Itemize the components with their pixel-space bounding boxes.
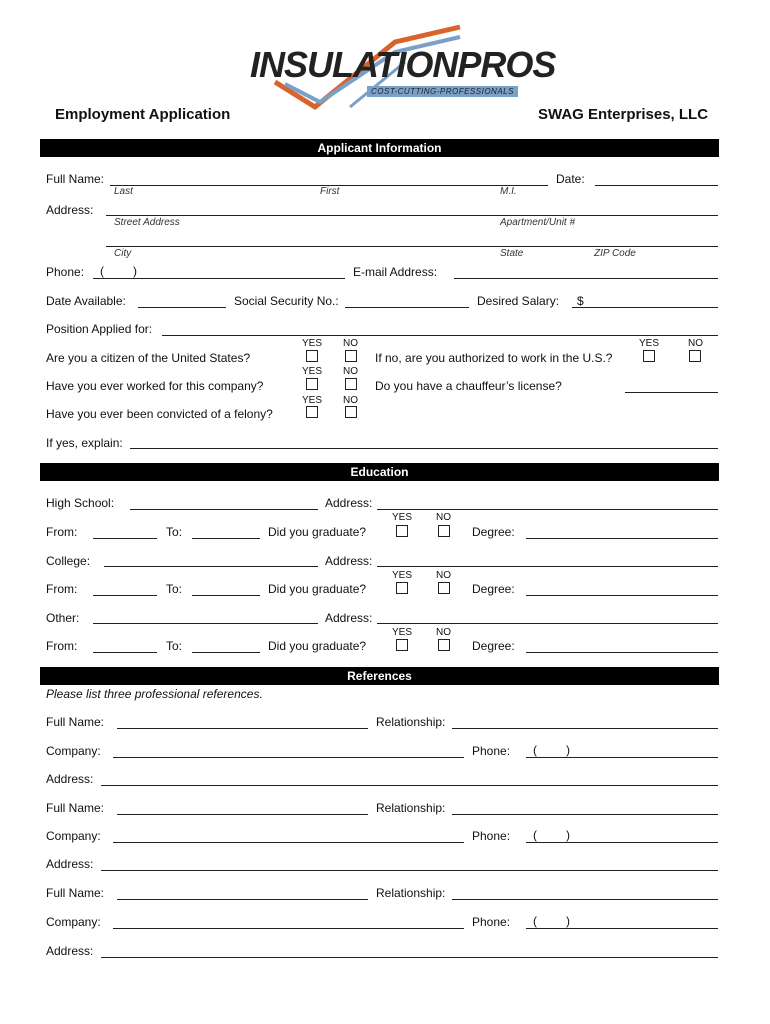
- college-graduate-no-checkbox[interactable]: [438, 582, 450, 594]
- citizen-question: Are you a citizen of the United States?: [46, 351, 251, 365]
- position-label: Position Applied for:: [46, 322, 153, 336]
- references-section-header: References: [40, 667, 719, 685]
- hs-from-field[interactable]: [93, 538, 157, 539]
- other-address-label: Address:: [325, 611, 373, 625]
- salary-label: Desired Salary:: [477, 294, 560, 308]
- worked-yes-checkbox[interactable]: [306, 378, 318, 390]
- other-graduate-no-checkbox[interactable]: [438, 639, 450, 651]
- college-address-label: Address:: [325, 554, 373, 568]
- phone-label: Phone:: [46, 265, 85, 279]
- ref1-address-field[interactable]: [101, 785, 718, 786]
- hs-address-label: Address:: [325, 496, 373, 510]
- college-to-label: To:: [166, 582, 183, 596]
- last-caption: Last: [114, 186, 133, 197]
- ref1-full-name-label: Full Name:: [46, 715, 105, 729]
- explain-label: If yes, explain:: [46, 436, 123, 450]
- ref3-phone-close-paren: ): [566, 914, 570, 928]
- ref2-full-name-label: Full Name:: [46, 801, 105, 815]
- ref3-full-name-label: Full Name:: [46, 886, 105, 900]
- hs-degree-field[interactable]: [526, 538, 718, 539]
- hs-graduate-no-checkbox[interactable]: [438, 525, 450, 537]
- authorized-question: If no, are you authorized to work in the U.S.?: [375, 351, 613, 365]
- ref2-phone-label: Phone:: [472, 829, 511, 843]
- yes-caption: YES: [302, 395, 323, 406]
- form-title: Employment Application: [55, 106, 231, 123]
- full-name-label: Full Name:: [46, 172, 105, 186]
- phone-field[interactable]: [93, 278, 345, 279]
- phone-open-paren: (: [100, 264, 104, 278]
- ref1-relationship-field[interactable]: [452, 728, 718, 729]
- ref2-company-label: Company:: [46, 829, 101, 843]
- company-name: SWAG Enterprises, LLC: [538, 106, 709, 123]
- date-available-label: Date Available:: [46, 294, 126, 308]
- explain-field[interactable]: [130, 448, 718, 449]
- no-caption: NO: [343, 395, 358, 406]
- ref3-company-label: Company:: [46, 915, 101, 929]
- references-instruction: Please list three professional references.: [46, 687, 263, 701]
- no-caption: NO: [436, 627, 451, 638]
- logo-tagline: COST-CUTTING-PROFESSIONALS: [367, 86, 518, 97]
- worked-question: Have you ever worked for this company?: [46, 379, 264, 393]
- hs-from-label: From:: [46, 525, 78, 539]
- college-from-label: From:: [46, 582, 78, 596]
- other-from-field[interactable]: [93, 652, 157, 653]
- salary-dollar: $: [577, 294, 584, 308]
- ref1-company-label: Company:: [46, 744, 101, 758]
- ref3-phone-open-paren: (: [533, 914, 537, 928]
- email-label: E-mail Address:: [353, 265, 438, 279]
- yes-caption: YES: [392, 512, 413, 523]
- other-to-field[interactable]: [192, 652, 260, 653]
- chauffeur-field[interactable]: [625, 392, 718, 393]
- street-address-field[interactable]: [106, 215, 718, 216]
- hs-graduate-yes-checkbox[interactable]: [396, 525, 408, 537]
- other-address-field[interactable]: [377, 623, 718, 624]
- other-degree-label: Degree:: [472, 639, 515, 653]
- high-school-label: High School:: [46, 496, 115, 510]
- felony-question: Have you ever been convicted of a felony?: [46, 407, 273, 421]
- no-caption: NO: [343, 366, 358, 377]
- no-caption: NO: [436, 512, 451, 523]
- ref3-relationship-label: Relationship:: [376, 886, 446, 900]
- college-graduate-yes-checkbox[interactable]: [396, 582, 408, 594]
- ref2-address-label: Address:: [46, 857, 94, 871]
- high-school-field[interactable]: [130, 509, 318, 510]
- college-to-field[interactable]: [192, 595, 260, 596]
- ref3-phone-field[interactable]: [526, 928, 718, 929]
- other-from-label: From:: [46, 639, 78, 653]
- college-degree-field[interactable]: [526, 595, 718, 596]
- ref1-full-name-field[interactable]: [117, 728, 368, 729]
- salary-field[interactable]: [572, 307, 718, 308]
- other-to-label: To:: [166, 639, 183, 653]
- college-from-field[interactable]: [93, 595, 157, 596]
- yes-caption: YES: [639, 338, 660, 349]
- felony-no-checkbox[interactable]: [345, 406, 357, 418]
- ref2-phone-close-paren: ): [566, 828, 570, 842]
- date-available-field[interactable]: [138, 307, 226, 308]
- city-caption: City: [114, 248, 132, 259]
- logo-text: INSULATIONPROS: [250, 44, 556, 85]
- education-section-header: Education: [40, 463, 719, 481]
- email-field[interactable]: [454, 278, 718, 279]
- ref1-relationship-label: Relationship:: [376, 715, 446, 729]
- yes-caption: YES: [302, 338, 323, 349]
- ref1-phone-close-paren: ): [566, 743, 570, 757]
- citizen-yes-checkbox[interactable]: [306, 350, 318, 362]
- authorized-yes-checkbox[interactable]: [643, 350, 655, 362]
- college-label: College:: [46, 554, 91, 568]
- hs-graduate-label: Did you graduate?: [268, 525, 367, 539]
- address-label: Address:: [46, 203, 94, 217]
- zip-caption: ZIP Code: [594, 248, 636, 259]
- ref3-company-field[interactable]: [113, 928, 464, 929]
- ref2-company-field[interactable]: [113, 842, 464, 843]
- first-caption: First: [320, 186, 340, 197]
- date-label: Date:: [556, 172, 585, 186]
- ref2-relationship-field[interactable]: [452, 814, 718, 815]
- street-caption: Street Address: [114, 217, 180, 228]
- college-graduate-label: Did you graduate?: [268, 582, 367, 596]
- ref3-address-field[interactable]: [101, 957, 718, 958]
- yes-caption: YES: [302, 366, 323, 377]
- worked-no-checkbox[interactable]: [345, 378, 357, 390]
- ssn-label: Social Security No.:: [234, 294, 339, 308]
- phone-close-paren: ): [133, 264, 137, 278]
- company-logo: [245, 22, 556, 110]
- no-caption: NO: [688, 338, 703, 349]
- college-degree-label: Degree:: [472, 582, 515, 596]
- felony-yes-checkbox[interactable]: [306, 406, 318, 418]
- ref1-phone-open-paren: (: [533, 743, 537, 757]
- authorized-no-checkbox[interactable]: [689, 350, 701, 362]
- other-graduate-yes-checkbox[interactable]: [396, 639, 408, 651]
- no-caption: NO: [343, 338, 358, 349]
- other-school-field[interactable]: [93, 623, 318, 624]
- city-state-zip-field[interactable]: [106, 246, 718, 247]
- position-field[interactable]: [162, 335, 718, 336]
- ref2-relationship-label: Relationship:: [376, 801, 446, 815]
- hs-degree-label: Degree:: [472, 525, 515, 539]
- ssn-field[interactable]: [345, 307, 469, 308]
- ref1-address-label: Address:: [46, 772, 94, 786]
- ref2-phone-open-paren: (: [533, 828, 537, 842]
- citizen-no-checkbox[interactable]: [345, 350, 357, 362]
- ref3-phone-label: Phone:: [472, 915, 511, 929]
- ref1-company-field[interactable]: [113, 757, 464, 758]
- yes-caption: YES: [392, 627, 413, 638]
- yes-caption: YES: [392, 570, 413, 581]
- college-address-field[interactable]: [377, 566, 718, 567]
- ref3-full-name-field[interactable]: [117, 899, 368, 900]
- ref3-address-label: Address:: [46, 944, 94, 958]
- other-graduate-label: Did you graduate?: [268, 639, 367, 653]
- hs-to-label: To:: [166, 525, 183, 539]
- state-caption: State: [500, 248, 524, 259]
- ref1-phone-label: Phone:: [472, 744, 511, 758]
- ref1-phone-field[interactable]: [526, 757, 718, 758]
- ref2-phone-field[interactable]: [526, 842, 718, 843]
- mi-caption: M.I.: [500, 186, 517, 197]
- no-caption: NO: [436, 570, 451, 581]
- hs-address-field[interactable]: [377, 509, 718, 510]
- college-field[interactable]: [104, 566, 318, 567]
- other-degree-field[interactable]: [526, 652, 718, 653]
- hs-to-field[interactable]: [192, 538, 260, 539]
- chauffeur-question: Do you have a chauffeur’s license?: [375, 379, 562, 393]
- ref3-relationship-field[interactable]: [452, 899, 718, 900]
- date-field[interactable]: [595, 185, 718, 186]
- apt-caption: Apartment/Unit #: [500, 217, 576, 228]
- other-label: Other:: [46, 611, 80, 625]
- applicant-section-header: Applicant Information: [40, 139, 719, 157]
- ref2-full-name-field[interactable]: [117, 814, 368, 815]
- ref2-address-field[interactable]: [101, 870, 718, 871]
